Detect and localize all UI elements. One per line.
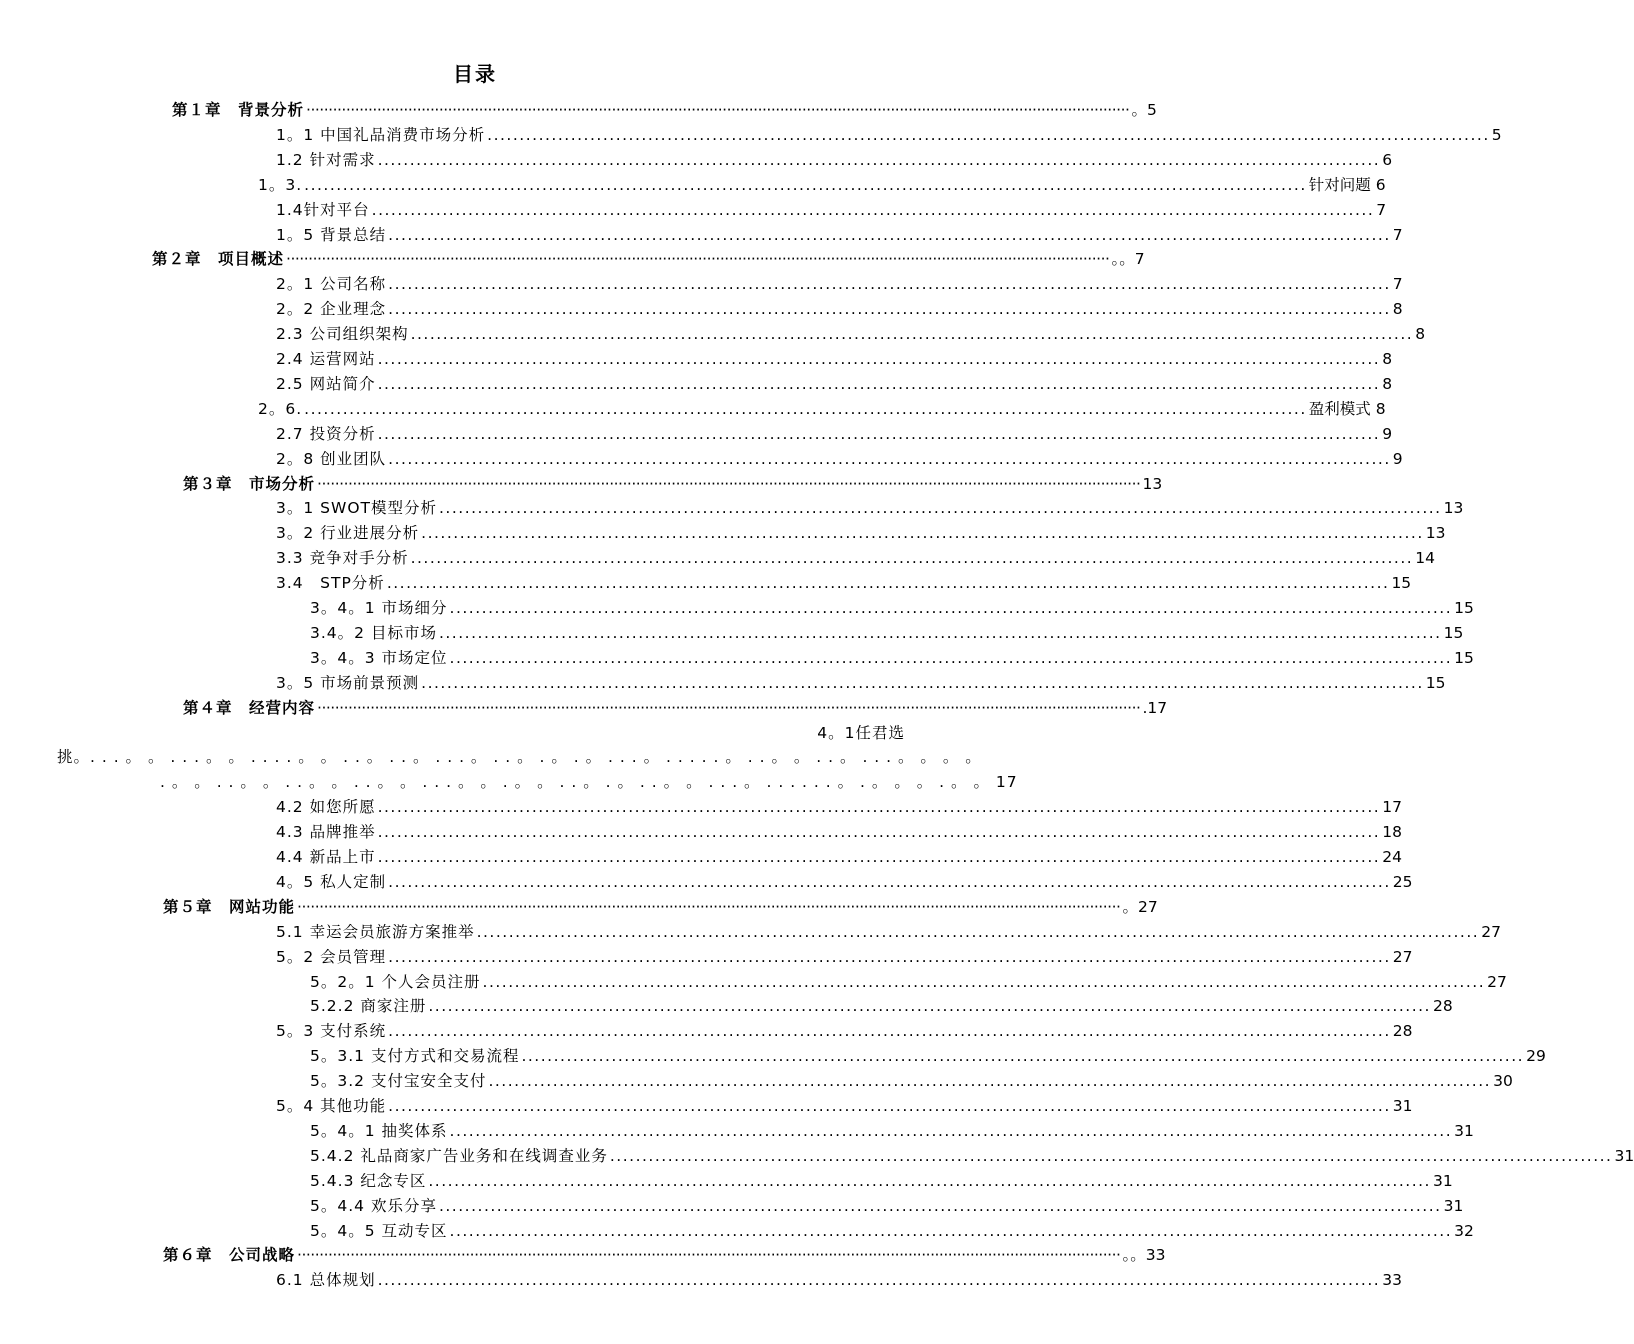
toc-leader-dots: [475, 920, 1482, 945]
toc-entry-label: 3。4。3 市场定位: [310, 648, 448, 667]
toc-section-entry[interactable]: [276, 123, 1502, 148]
toc-leader-dots: [386, 1094, 1393, 1119]
toc-entry-label: 4.3 品牌推举: [276, 823, 376, 842]
toc-chapter-entry[interactable]: [163, 1243, 1166, 1268]
toc-page-number: 15: [1454, 648, 1474, 667]
toc-entry-label: 1.2 针对需求: [276, 150, 376, 169]
toc-page-number: 28: [1433, 997, 1453, 1016]
toc-section-entry[interactable]: [276, 496, 1464, 521]
page-title: 目录: [453, 62, 497, 86]
toc-leader-dots: [284, 247, 1111, 272]
toc-leader-dots: [386, 870, 1393, 895]
toc-entry-label: 5。3.1 支付方式和交易流程: [310, 1047, 520, 1066]
toc-section-entry[interactable]: [310, 1194, 1464, 1219]
toc-entry-label: 2.3 公司组织架构: [276, 325, 409, 344]
toc-page-number: 7: [1376, 200, 1387, 219]
toc-section-entry[interactable]: [276, 571, 1412, 596]
toc-page-number: 15: [1443, 623, 1464, 642]
toc-page-number: 18: [1382, 823, 1402, 842]
toc-entry-label: 2.7 投资分析: [276, 424, 376, 443]
toc-entry-label: 2.5 网站简介: [276, 374, 376, 393]
toc-leader-dots: [448, 1119, 1455, 1144]
toc-chapter-entry[interactable]: [152, 247, 1145, 272]
toc-chapter-entry[interactable]: [163, 895, 1158, 920]
toc-section-entry[interactable]: [276, 347, 1393, 372]
toc-entry-label: 3。5 市场前景预测: [276, 673, 420, 692]
toc-leader-dots: [519, 1044, 1526, 1069]
toc-leader-dots: [386, 1019, 1393, 1044]
toc-page-number: 28: [1392, 1022, 1413, 1041]
toc-section-entry[interactable]: [276, 322, 1426, 347]
toc-entry-label: 2。8 创业团队: [276, 449, 387, 468]
toc-leader-dots: [386, 297, 1393, 322]
toc-page-number: 盈利模式 8: [1308, 399, 1386, 418]
toc-page-number: 6: [1382, 150, 1393, 169]
toc-section-entry[interactable]: [276, 422, 1393, 447]
toc-leader-dots: [376, 1268, 1383, 1293]
toc-entry-label: 5。3 支付系统: [276, 1022, 387, 1041]
toc-leader-dots: [295, 1243, 1122, 1268]
toc-section-entry[interactable]: [276, 148, 1393, 173]
toc-section-entry[interactable]: [276, 447, 1403, 472]
toc-page-number: 。。33: [1122, 1246, 1166, 1265]
toc-entry-label: 4.4 新品上市: [276, 848, 376, 866]
toc-entry-label: 2。2 企业理念: [276, 300, 387, 319]
toc-entry-label: 5.2.2 商家注册: [310, 997, 427, 1016]
toc-page-number: 31: [1392, 1097, 1413, 1115]
toc-section-entry[interactable]: [276, 1268, 1402, 1293]
toc-entry-label: 3。2 行业进展分析: [276, 524, 420, 543]
toc-leader-dots: [304, 98, 1131, 123]
toc-entry-label: 5。2。1 个人会员注册: [310, 972, 481, 991]
toc-page-number: 33: [1382, 1271, 1402, 1290]
toc-entry-label: 4.2 如您所愿: [276, 798, 376, 817]
toc-leader-dots: [448, 1219, 1455, 1244]
toc-leader-dots: [376, 372, 1383, 397]
toc-page-number: 。5: [1131, 101, 1157, 119]
toc-page-number: 5: [1491, 125, 1502, 144]
toc-page-number: 15: [1391, 574, 1412, 593]
toc-leader-dots: [426, 1169, 1433, 1194]
toc-entry-label: 5.4.2 礼品商家广告业务和在线调查业务: [310, 1146, 608, 1165]
toc-page-number: 24: [1382, 848, 1402, 866]
toc-leader-dots: [385, 571, 1392, 596]
toc-entry-label: 第４章 经营内容: [183, 698, 316, 717]
toc-section-entry[interactable]: [276, 845, 1402, 870]
toc-section-entry[interactable]: [276, 870, 1413, 895]
toc-section-entry[interactable]: [258, 173, 1386, 198]
toc-page-number: 7: [1392, 225, 1403, 244]
toc-page-number: 8: [1382, 350, 1393, 368]
toc-section-entry[interactable]: [310, 596, 1474, 621]
toc-leader-dots: [315, 696, 1142, 721]
toc-leader-dots: [302, 173, 1309, 198]
toc-entry-label: 5。2 会员管理: [276, 947, 387, 966]
toc-section-entry[interactable]: [276, 546, 1435, 571]
toc-entry-label: 5。3.2 支付宝安全支付: [310, 1072, 487, 1091]
toc-leader-dots: [481, 970, 1488, 995]
toc-wrapped-entry-line-1[interactable]: 4。1任君选: [817, 723, 905, 742]
toc-leader-dots: [376, 148, 1383, 173]
toc-section-entry[interactable]: [276, 198, 1387, 223]
toc-page-number: 13: [1425, 524, 1446, 543]
toc-section-entry[interactable]: [276, 671, 1446, 696]
toc-page-number: 8: [1415, 325, 1426, 344]
toc-leader-dots: [386, 945, 1393, 970]
toc-section-entry[interactable]: [310, 1169, 1453, 1194]
toc-leader-dots: [295, 895, 1122, 920]
toc-entry-label: 3.4。2 目标市场: [310, 623, 437, 642]
toc-page-number: 31: [1433, 1171, 1453, 1190]
toc-leader-dots: [376, 820, 1383, 845]
toc-leader-dots: [486, 1069, 1493, 1094]
toc-section-entry[interactable]: [276, 272, 1403, 297]
toc-page-number: 8: [1392, 300, 1403, 319]
toc-leader-dots: [419, 521, 1426, 546]
toc-leader-dots: [302, 397, 1309, 422]
toc-leader-dots: [370, 198, 1377, 223]
toc-entry-label: 2.4 运营网站: [276, 350, 376, 368]
toc-wrapped-entry-line-3[interactable]: . 。 。 . . 。 。 . . 。 。 . . 。 。 . . . 。 。 . 。 。 . . 。 . 。 . . 。 。 . . . 。 . . . . . . 。 . 。 。 。 . 。 。 17: [160, 773, 1018, 792]
toc-section-entry[interactable]: [310, 646, 1474, 671]
toc-section-entry[interactable]: [310, 621, 1464, 646]
toc-section-entry[interactable]: [276, 795, 1402, 820]
toc-entry-label: 1。3.: [258, 175, 303, 194]
toc-page-number: 。。7: [1111, 250, 1145, 269]
toc-entry-label: 1。1 中国礼品消费市场分析: [276, 125, 486, 144]
toc-entry-label: 5。4。5 互动专区: [310, 1221, 448, 1240]
toc-section-entry[interactable]: [276, 372, 1393, 397]
toc-page-number: 9: [1392, 449, 1403, 468]
toc-page-number: 13: [1443, 499, 1464, 518]
toc-page-number: 14: [1415, 549, 1435, 568]
toc-page-number: 27: [1392, 947, 1413, 966]
toc-page-number: 7: [1392, 275, 1403, 294]
toc-entry-label: 第１章 背景分析: [172, 101, 305, 119]
toc-entry-label: 2。6.: [258, 399, 303, 418]
toc-section-entry[interactable]: [276, 920, 1501, 945]
toc-leader-dots: [386, 447, 1393, 472]
toc-leader-dots: [315, 472, 1142, 497]
toc-entry-label: 6.1 总体规划: [276, 1271, 376, 1290]
toc-leader-dots: [409, 546, 1416, 571]
toc-page-number: 13: [1142, 474, 1163, 493]
toc-page-number: 31: [1443, 1196, 1464, 1215]
toc-section-entry[interactable]: [276, 297, 1403, 322]
toc-page-number: 15: [1425, 673, 1446, 692]
toc-leader-dots: [386, 272, 1393, 297]
toc-leader-dots: [608, 1144, 1615, 1169]
toc-section-entry[interactable]: [310, 1219, 1474, 1244]
toc-page-number: 8: [1382, 374, 1393, 393]
toc-page-number: .17: [1142, 698, 1168, 717]
toc-section-entry[interactable]: [310, 1119, 1474, 1144]
toc-page-number: 25: [1392, 872, 1413, 891]
toc-leader-dots: [409, 322, 1416, 347]
toc-leader-dots: [386, 223, 1393, 248]
toc-leader-dots: [419, 671, 1426, 696]
toc-entry-label: 4。5 私人定制: [276, 872, 387, 891]
toc-page-number: 31: [1614, 1146, 1634, 1165]
toc-entry-label: 第６章 公司战略: [163, 1246, 296, 1265]
toc-page-number: 27: [1481, 922, 1501, 941]
toc-page-number: 。27: [1122, 897, 1158, 916]
toc-entry-label: 3。1 SWOT模型分析: [276, 499, 437, 518]
toc-page-number: 17: [1382, 798, 1402, 817]
toc-entry-label: 第３章 市场分析: [183, 474, 316, 493]
toc-page-number: 29: [1526, 1047, 1546, 1066]
toc-entry-label: 5.4.3 纪念专区: [310, 1171, 427, 1190]
toc-entry-label: 5.1 幸运会员旅游方案推举: [276, 922, 475, 941]
toc-section-entry[interactable]: [310, 970, 1507, 995]
toc-entry-label: 5。4。1 抽奖体系: [310, 1121, 448, 1140]
toc-leader-dots: [448, 646, 1455, 671]
toc-wrapped-entry-line-2[interactable]: 挑。. . . 。 。 . . . 。 。 . . . . 。 。 . . 。 . . 。 . . . 。 . . 。 . 。 . 。 . . . 。 . . . . . 。 . . 。 。 . . 。 . . . 。 。 。 。: [57, 748, 982, 767]
toc-chapter-entry[interactable]: [172, 98, 1157, 123]
toc-leader-dots: [448, 596, 1455, 621]
toc-entry-label: 5。4 其他功能: [276, 1097, 387, 1115]
toc-entry-label: 1.4针对平台: [276, 200, 370, 219]
toc-section-entry[interactable]: [276, 1094, 1413, 1119]
toc-leader-dots: [437, 621, 1444, 646]
toc-leader-dots: [437, 1194, 1444, 1219]
toc-leader-dots: [426, 994, 1433, 1019]
toc-page-number: 32: [1454, 1221, 1474, 1240]
toc-leader-dots: [376, 795, 1383, 820]
toc-entry-label: 1。5 背景总结: [276, 225, 387, 244]
toc-section-entry[interactable]: [276, 820, 1402, 845]
toc-leader-dots: [376, 347, 1383, 372]
toc-section-entry[interactable]: [258, 397, 1386, 422]
toc-section-entry[interactable]: [310, 1044, 1546, 1069]
toc-leader-dots: [437, 496, 1444, 521]
toc-page-number: 15: [1454, 599, 1474, 617]
toc-leader-dots: [485, 123, 1492, 148]
toc-page-number: 30: [1493, 1072, 1513, 1091]
toc-entry-label: 3.3 竞争对手分析: [276, 549, 409, 568]
toc-section-entry[interactable]: [310, 994, 1453, 1019]
toc-chapter-entry[interactable]: [183, 472, 1163, 497]
toc-section-entry[interactable]: [276, 945, 1413, 970]
toc-section-entry[interactable]: [310, 1144, 1634, 1169]
toc-section-entry[interactable]: [276, 521, 1446, 546]
toc-entry-label: 3。4。1 市场细分: [310, 599, 448, 617]
toc-leader-dots: [376, 422, 1383, 447]
toc-entry-label: 第５章 网站功能: [163, 897, 296, 916]
toc-entry-label: 第２章 项目概述: [152, 250, 285, 269]
toc-page-number: 27: [1487, 972, 1507, 991]
toc-page-number: 针对问题 6: [1308, 175, 1386, 194]
toc-chapter-entry[interactable]: [183, 696, 1168, 721]
toc-page-number: 31: [1454, 1121, 1474, 1140]
toc-section-entry[interactable]: [276, 223, 1403, 248]
toc-section-entry[interactable]: [276, 1019, 1413, 1044]
toc-entry-label: 3.4 STP分析: [276, 574, 385, 593]
toc-entry-label: 5。4.4 欢乐分享: [310, 1196, 437, 1215]
toc-entry-label: 2。1 公司名称: [276, 275, 387, 294]
toc-leader-dots: [376, 845, 1383, 870]
toc-section-entry[interactable]: [310, 1069, 1513, 1094]
toc-page-number: 9: [1382, 424, 1393, 443]
